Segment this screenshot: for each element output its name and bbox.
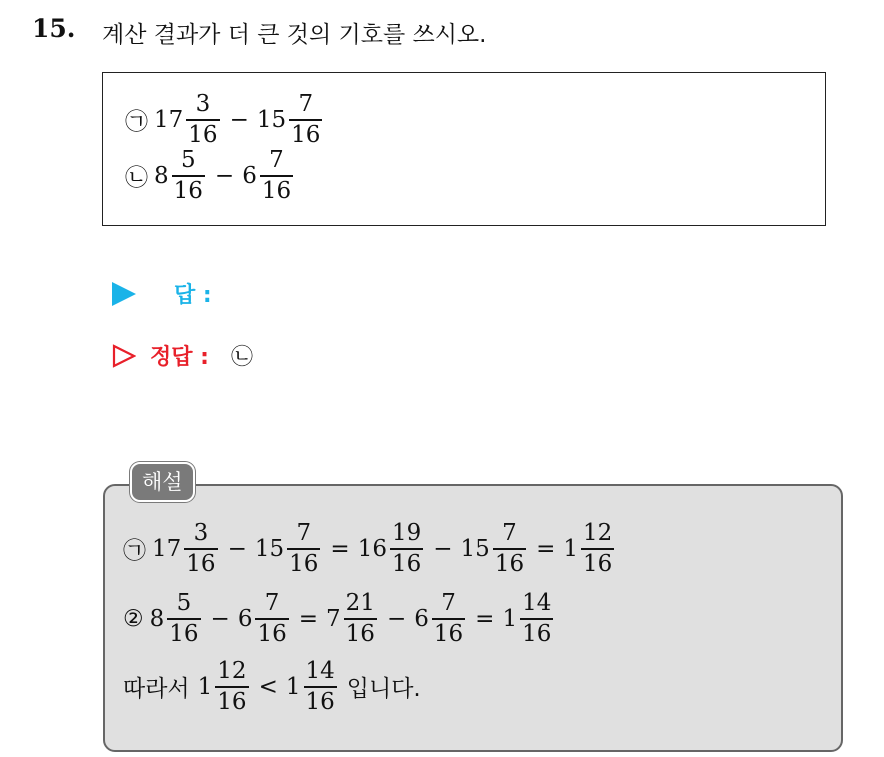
fraction bbox=[520, 592, 553, 646]
choice-b bbox=[125, 149, 295, 203]
denominator: 16 bbox=[261, 177, 292, 204]
fraction bbox=[344, 592, 377, 646]
fraction bbox=[581, 522, 614, 576]
equals-sign: = bbox=[475, 605, 495, 632]
fraction bbox=[304, 660, 337, 714]
fraction bbox=[493, 522, 526, 576]
less-than-sign: < bbox=[258, 673, 278, 700]
conclusion-suffix: 입니다. bbox=[346, 676, 421, 703]
minus-operator: − bbox=[229, 106, 249, 133]
numerator: 14 bbox=[522, 590, 552, 616]
fraction bbox=[260, 149, 293, 203]
solution-b-symbol: ② bbox=[123, 605, 144, 632]
numerator: 7 bbox=[441, 590, 456, 616]
whole-number: 15 bbox=[254, 535, 285, 562]
denominator: 16 bbox=[291, 121, 321, 148]
conclusion-prefix: 따라서 bbox=[123, 676, 190, 703]
whole-number: 6 bbox=[414, 605, 429, 632]
denominator: 16 bbox=[522, 620, 552, 647]
whole-number: 16 bbox=[357, 535, 387, 562]
equals-sign: = bbox=[298, 605, 319, 632]
choices-box bbox=[102, 72, 826, 226]
numerator: 3 bbox=[195, 91, 211, 117]
answer-label: 답 : bbox=[174, 283, 212, 308]
fraction bbox=[186, 93, 219, 147]
denominator: 16 bbox=[345, 620, 375, 647]
minus-operator: − bbox=[386, 605, 407, 632]
denominator: 16 bbox=[257, 620, 287, 647]
denominator: 16 bbox=[305, 688, 335, 715]
question-number: 15. bbox=[32, 14, 76, 43]
whole-number: 17 bbox=[152, 535, 182, 562]
numerator: 5 bbox=[176, 590, 192, 616]
whole-number: 1 bbox=[502, 605, 518, 632]
denominator: 16 bbox=[169, 620, 199, 647]
correct-answer-row bbox=[112, 340, 253, 371]
fraction bbox=[289, 93, 322, 147]
denominator: 16 bbox=[188, 121, 218, 148]
fraction bbox=[172, 149, 205, 203]
numerator: 12 bbox=[583, 520, 613, 546]
numerator: 19 bbox=[391, 520, 422, 546]
whole-number: 17 bbox=[154, 106, 184, 133]
denominator: 16 bbox=[217, 688, 247, 715]
numerator: 7 bbox=[502, 520, 517, 546]
whole-number: 7 bbox=[326, 605, 341, 632]
fraction bbox=[287, 522, 320, 576]
choice-a-symbol: ㉠ bbox=[125, 109, 148, 136]
fraction bbox=[184, 522, 217, 576]
equals-sign: = bbox=[536, 535, 556, 562]
whole-number: 1 bbox=[563, 535, 579, 562]
whole-number: 8 bbox=[149, 605, 165, 632]
denominator: 16 bbox=[289, 550, 319, 577]
numerator: 7 bbox=[296, 520, 312, 546]
fraction bbox=[255, 592, 288, 646]
question-text: 계산 결과가 더 큰 것의 기호를 쓰시오. bbox=[102, 22, 487, 48]
choice-b-symbol: ㉡ bbox=[125, 165, 148, 192]
whole-number: 15 bbox=[460, 535, 490, 562]
whole-number: 15 bbox=[256, 106, 287, 133]
fraction bbox=[167, 592, 200, 646]
minus-operator: − bbox=[214, 162, 235, 189]
solution-box bbox=[103, 484, 843, 752]
numerator: 7 bbox=[298, 91, 314, 117]
minus-operator: − bbox=[433, 535, 453, 562]
numerator: 7 bbox=[264, 590, 280, 616]
play-outline-icon bbox=[112, 344, 136, 368]
fraction bbox=[432, 592, 465, 646]
denominator: 16 bbox=[186, 550, 216, 577]
numerator: 21 bbox=[345, 590, 375, 616]
play-icon bbox=[112, 282, 136, 306]
whole-number: 6 bbox=[237, 605, 253, 632]
denominator: 16 bbox=[173, 177, 203, 204]
minus-operator: − bbox=[227, 535, 247, 562]
solution-conclusion bbox=[123, 660, 421, 714]
correct-answer-label: 정답 : bbox=[150, 345, 209, 370]
numerator: 14 bbox=[305, 658, 335, 684]
solution-tag: 해설 bbox=[130, 462, 195, 502]
choice-a bbox=[125, 93, 324, 147]
whole-number: 1 bbox=[197, 673, 213, 700]
denominator: 16 bbox=[494, 550, 525, 577]
answer-row bbox=[112, 278, 212, 309]
numerator: 7 bbox=[269, 147, 284, 173]
minus-operator: − bbox=[210, 605, 230, 632]
numerator: 5 bbox=[180, 147, 196, 173]
whole-number: 6 bbox=[242, 162, 257, 189]
fraction bbox=[390, 522, 423, 576]
correct-answer-value: ㉡ bbox=[230, 345, 253, 370]
equals-sign: = bbox=[330, 535, 350, 562]
numerator: 3 bbox=[193, 520, 209, 546]
denominator: 16 bbox=[391, 550, 422, 577]
solution-a-symbol: ㉠ bbox=[123, 538, 146, 565]
numerator: 12 bbox=[217, 658, 247, 684]
denominator: 16 bbox=[433, 620, 464, 647]
fraction bbox=[215, 660, 248, 714]
solution-line-a bbox=[123, 522, 616, 576]
whole-number: 8 bbox=[154, 162, 169, 189]
whole-number: 1 bbox=[285, 673, 301, 700]
denominator: 16 bbox=[583, 550, 613, 577]
solution-line-b bbox=[123, 592, 555, 646]
